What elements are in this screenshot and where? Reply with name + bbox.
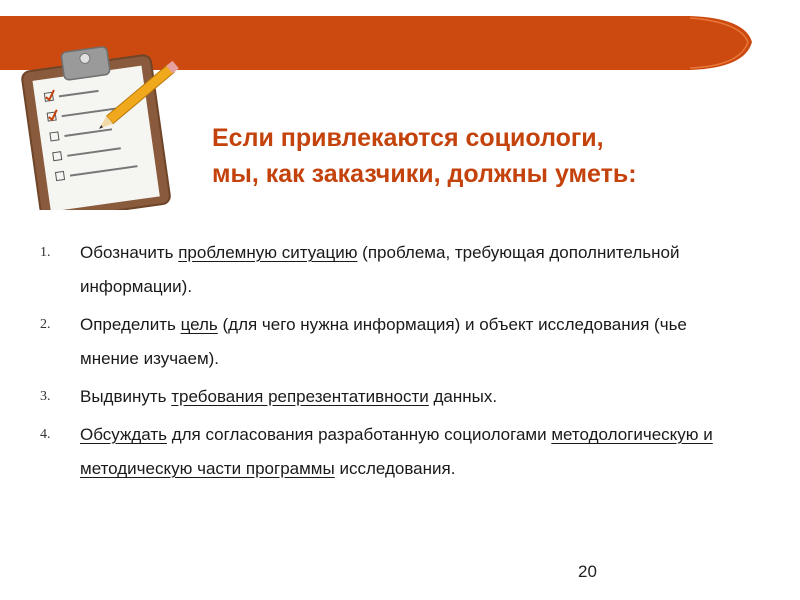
pencil-icon	[0, 30, 200, 210]
list-item-underlined-text: требования репрезентативности	[171, 387, 429, 406]
list-item-text: Выдвинуть	[80, 387, 172, 406]
list-item-number: 4.	[40, 427, 51, 442]
list-item-text: исследования.	[334, 459, 456, 478]
list-item-underlined-text: методологическую и методическую части программы	[80, 425, 713, 478]
list-item	[40, 236, 720, 304]
list-item-underlined-text: проблемную ситуацию	[178, 243, 358, 262]
slide-title	[212, 120, 772, 192]
list-item	[40, 308, 720, 376]
list-item-underlined-text: цель	[180, 315, 218, 334]
page-number: 20	[578, 562, 597, 581]
list-item-text: (для чего нужна информация) и объект исследования (чье мнение изучаем).	[80, 315, 687, 368]
slide-title-line-1: Если привлекаются социологи,	[212, 124, 604, 152]
list-item-underlined-text: Обсуждать	[80, 425, 167, 444]
list-item-text: (проблема, требующая дополнительной информации).	[80, 243, 680, 296]
list-item-text: данных.	[428, 387, 498, 406]
list-item	[40, 418, 720, 486]
slide-title-line-2: мы, как заказчики, должны уметь:	[212, 160, 637, 188]
list-item	[40, 380, 720, 414]
list-item-number: 2.	[40, 317, 51, 332]
list-item-text: Обозначить	[80, 243, 179, 262]
list-item-text: для согласования разработанную социологами	[166, 425, 552, 444]
requirements-list	[40, 236, 720, 490]
list-item-text: Определить	[80, 315, 181, 334]
list-item-number: 3.	[40, 389, 51, 404]
list-item-number: 1.	[40, 245, 51, 260]
